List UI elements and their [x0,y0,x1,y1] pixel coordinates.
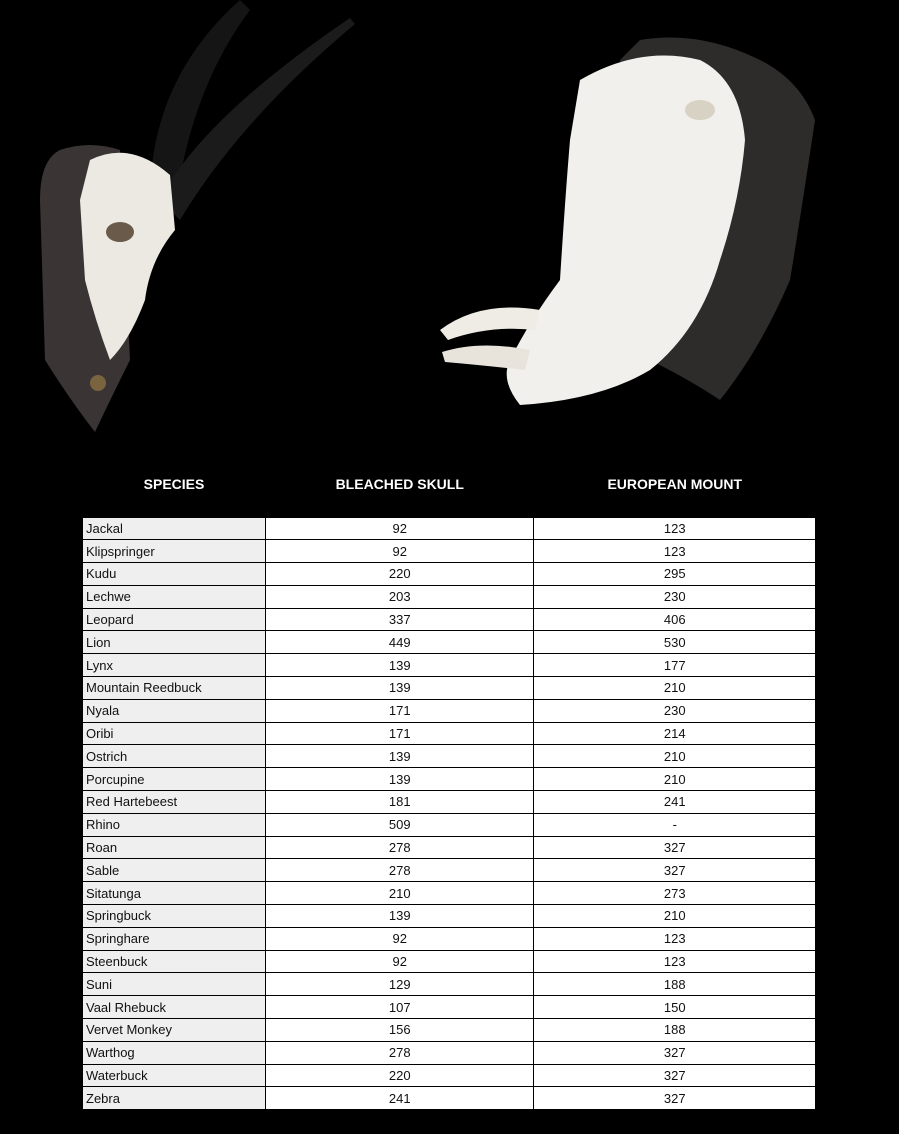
price-table [82,452,816,1110]
species-cell: Waterbuck [83,1064,266,1087]
bleached-skull-price-cell: 92 [266,540,534,563]
bleached-skull-price-cell: 171 [266,722,534,745]
table-row [83,791,816,814]
european-mount-price-cell: 123 [534,927,816,950]
species-cell: Jackal [83,517,266,540]
table-header-row [83,452,816,517]
european-mount-price-cell: 273 [534,882,816,905]
table-row [83,654,816,677]
species-cell: Rhino [83,813,266,836]
table-row [83,585,816,608]
european-mount-price-cell: - [534,813,816,836]
european-mount-price-cell: 530 [534,631,816,654]
bleached-skull-price-cell: 156 [266,1019,534,1042]
species-cell: Roan [83,836,266,859]
european-mount-price-cell: 210 [534,768,816,791]
european-mount-price-cell: 188 [534,1019,816,1042]
european-mount-price-cell: 327 [534,1064,816,1087]
header-european-mount: EUROPEAN MOUNT [607,476,743,493]
bleached-skull-price-cell: 139 [266,905,534,928]
table-row [83,950,816,973]
bleached-skull-price-cell: 203 [266,585,534,608]
species-cell: Red Hartebeest [83,791,266,814]
species-cell: Springhare [83,927,266,950]
table-row [83,1087,816,1110]
european-mount-price-cell: 406 [534,608,816,631]
table-row [83,631,816,654]
species-cell: Sitatunga [83,882,266,905]
european-mount-price-cell: 177 [534,654,816,677]
species-cell: Sable [83,859,266,882]
bleached-skull-price-cell: 171 [266,699,534,722]
warthog-skull-mount-image [440,38,815,406]
table-row [83,859,816,882]
european-mount-price-cell: 123 [534,540,816,563]
bleached-skull-price-cell: 220 [266,563,534,586]
species-cell: Kudu [83,563,266,586]
species-cell: Steenbuck [83,950,266,973]
species-cell: Leopard [83,608,266,631]
species-cell: Lynx [83,654,266,677]
european-mount-price-cell: 188 [534,973,816,996]
species-cell: Zebra [83,1087,266,1110]
european-mount-price-cell: 295 [534,563,816,586]
european-mount-price-cell: 150 [534,996,816,1019]
table-row [83,996,816,1019]
table-row [83,905,816,928]
bleached-skull-price-cell: 139 [266,745,534,768]
european-mount-price-cell: 327 [534,1041,816,1064]
european-mount-price-cell: 230 [534,699,816,722]
bleached-skull-price-cell: 509 [266,813,534,836]
european-mount-price-cell: 210 [534,905,816,928]
european-mount-price-cell: 327 [534,1087,816,1110]
species-cell: Suni [83,973,266,996]
bleached-skull-price-cell: 220 [266,1064,534,1087]
table-row [83,699,816,722]
table-row [83,745,816,768]
table-row [83,563,816,586]
table-row [83,1041,816,1064]
table-row [83,1019,816,1042]
species-cell: Lion [83,631,266,654]
species-cell: Warthog [83,1041,266,1064]
table-row [83,722,816,745]
species-cell: Porcupine [83,768,266,791]
species-cell: Lechwe [83,585,266,608]
skull-photos [0,0,899,450]
european-mount-price-cell: 327 [534,836,816,859]
table-row [83,517,816,540]
species-cell: Nyala [83,699,266,722]
species-cell: Ostrich [83,745,266,768]
species-cell: Oribi [83,722,266,745]
header-species: SPECIES [143,476,205,493]
bleached-skull-price-cell: 107 [266,996,534,1019]
bleached-skull-price-cell: 139 [266,677,534,700]
bleached-skull-price-cell: 337 [266,608,534,631]
bleached-skull-price-cell: 210 [266,882,534,905]
bleached-skull-price-cell: 181 [266,791,534,814]
bleached-skull-price-cell: 278 [266,859,534,882]
bleached-skull-price-cell: 92 [266,950,534,973]
bleached-skull-price-cell: 139 [266,768,534,791]
european-mount-price-cell: 327 [534,859,816,882]
bleached-skull-price-cell: 92 [266,517,534,540]
table-row [83,540,816,563]
species-cell: Klipspringer [83,540,266,563]
table-row [83,1064,816,1087]
species-cell: Springbuck [83,905,266,928]
european-mount-price-cell: 123 [534,517,816,540]
bleached-skull-price-cell: 92 [266,927,534,950]
european-mount-price-cell: 210 [534,677,816,700]
bleached-skull-price-cell: 449 [266,631,534,654]
european-mount-price-cell: 210 [534,745,816,768]
header-bleached-skull: BLEACHED SKULL [335,476,464,493]
table-row [83,836,816,859]
bleached-skull-price-cell: 139 [266,654,534,677]
species-cell: Mountain Reedbuck [83,677,266,700]
species-cell: Vaal Rhebuck [83,996,266,1019]
table-row [83,813,816,836]
table-row [83,768,816,791]
table-row [83,677,816,700]
bleached-skull-price-cell: 278 [266,1041,534,1064]
table-row [83,882,816,905]
table-row [83,608,816,631]
bleached-skull-price-cell: 241 [266,1087,534,1110]
table-row [83,973,816,996]
european-mount-price-cell: 214 [534,722,816,745]
bleached-skull-price-cell: 278 [266,836,534,859]
european-mount-price-cell: 241 [534,791,816,814]
species-cell: Vervet Monkey [83,1019,266,1042]
antelope-skull-mount-image [40,0,355,432]
european-mount-price-cell: 230 [534,585,816,608]
bleached-skull-price-cell: 129 [266,973,534,996]
european-mount-price-cell: 123 [534,950,816,973]
table-row [83,927,816,950]
